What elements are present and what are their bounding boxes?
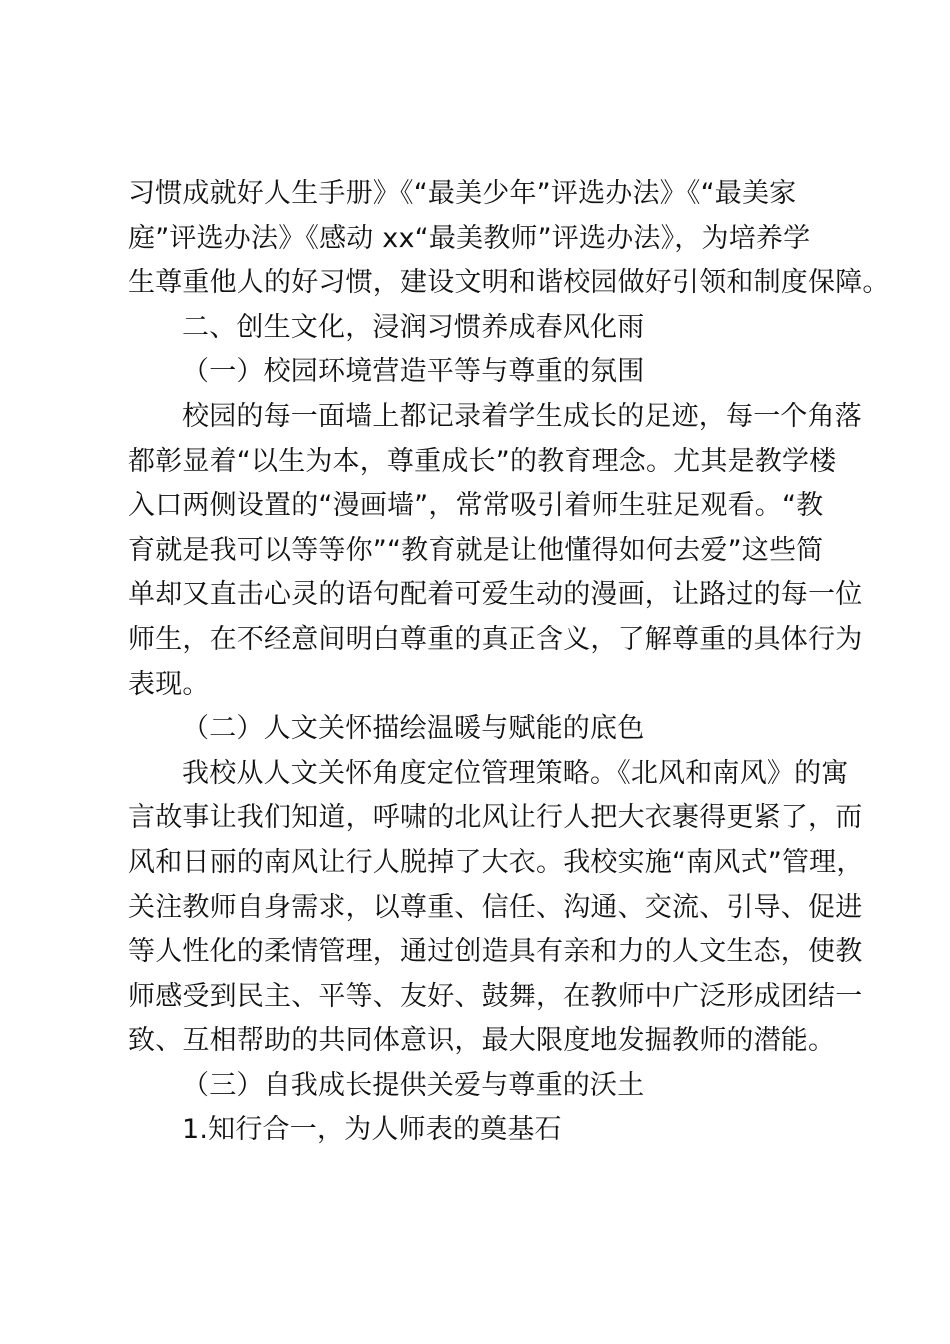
subsection-heading: （三）自我成长提供关爱与尊重的沃土 — [182, 1069, 645, 1101]
text-line: 关注教师自身需求，以尊重、信任、沟通、交流、引导、促进 — [128, 891, 863, 923]
subsection-heading: （二）人文关怀描绘温暖与赋能的底色 — [182, 713, 645, 745]
text-line: 都彰显着“以生为本，尊重成长”的教育理念。尤其是教学楼 — [128, 445, 837, 477]
text-line: 表现。 — [128, 668, 210, 700]
subsection-heading: （一）校园环境营造平等与尊重的氛围 — [182, 356, 645, 388]
paragraph-start: 校园的每一面墙上都记录着学生成长的足迹，每一个角落 — [182, 400, 862, 432]
text-line: 习惯成就好人生手册》《“最美少年”评选办法》《“最美家 — [128, 178, 797, 209]
text-line: 风和日丽的南风让行人脱掉了大衣。我校实施“南风式”管理， — [128, 846, 864, 878]
text-line: 师感受到民主、平等、友好、鼓舞，在教师中广泛形成团结一 — [128, 980, 863, 1012]
paragraph-start: 我校从人文关怀角度定位管理策略。《北风和南风》的寓 — [182, 757, 849, 789]
numbered-heading: 1.知行合一，为人师表的奠基石 — [182, 1114, 562, 1146]
text-line: 师生，在不经意间明白尊重的真正含义，了解尊重的具体行为 — [128, 623, 863, 655]
text-line: 生尊重他人的好习惯，建设文明和谐校园做好引领和制度保障。 — [128, 267, 890, 299]
text-line: 等人性化的柔情管理，通过创造具有亲和力的人文生态，使教 — [128, 936, 863, 968]
text-line: 言故事让我们知道，呼啸的北风让行人把大衣裹得更紧了，而 — [128, 802, 863, 834]
document-body — [128, 172, 890, 1153]
section-heading: 二、创生文化，浸润习惯养成春风化雨 — [182, 311, 645, 343]
text-line: 育就是我可以等等你”“教育就是让他懂得如何去爱”这些简 — [128, 534, 824, 566]
text-line: 致、互相帮助的共同体意识，最大限度地发掘教师的潜能。 — [128, 1025, 836, 1057]
text-line: 庭”评选办法》《感动 xx“最美教师”评选办法》，为培养学 — [128, 222, 811, 254]
text-line: 入口两侧设置的“漫画墙”，常常吸引着师生驻足观看。“教 — [128, 490, 824, 522]
text-line: 单却又直击心灵的语句配着可爱生动的漫画，让路过的每一位 — [128, 579, 863, 611]
